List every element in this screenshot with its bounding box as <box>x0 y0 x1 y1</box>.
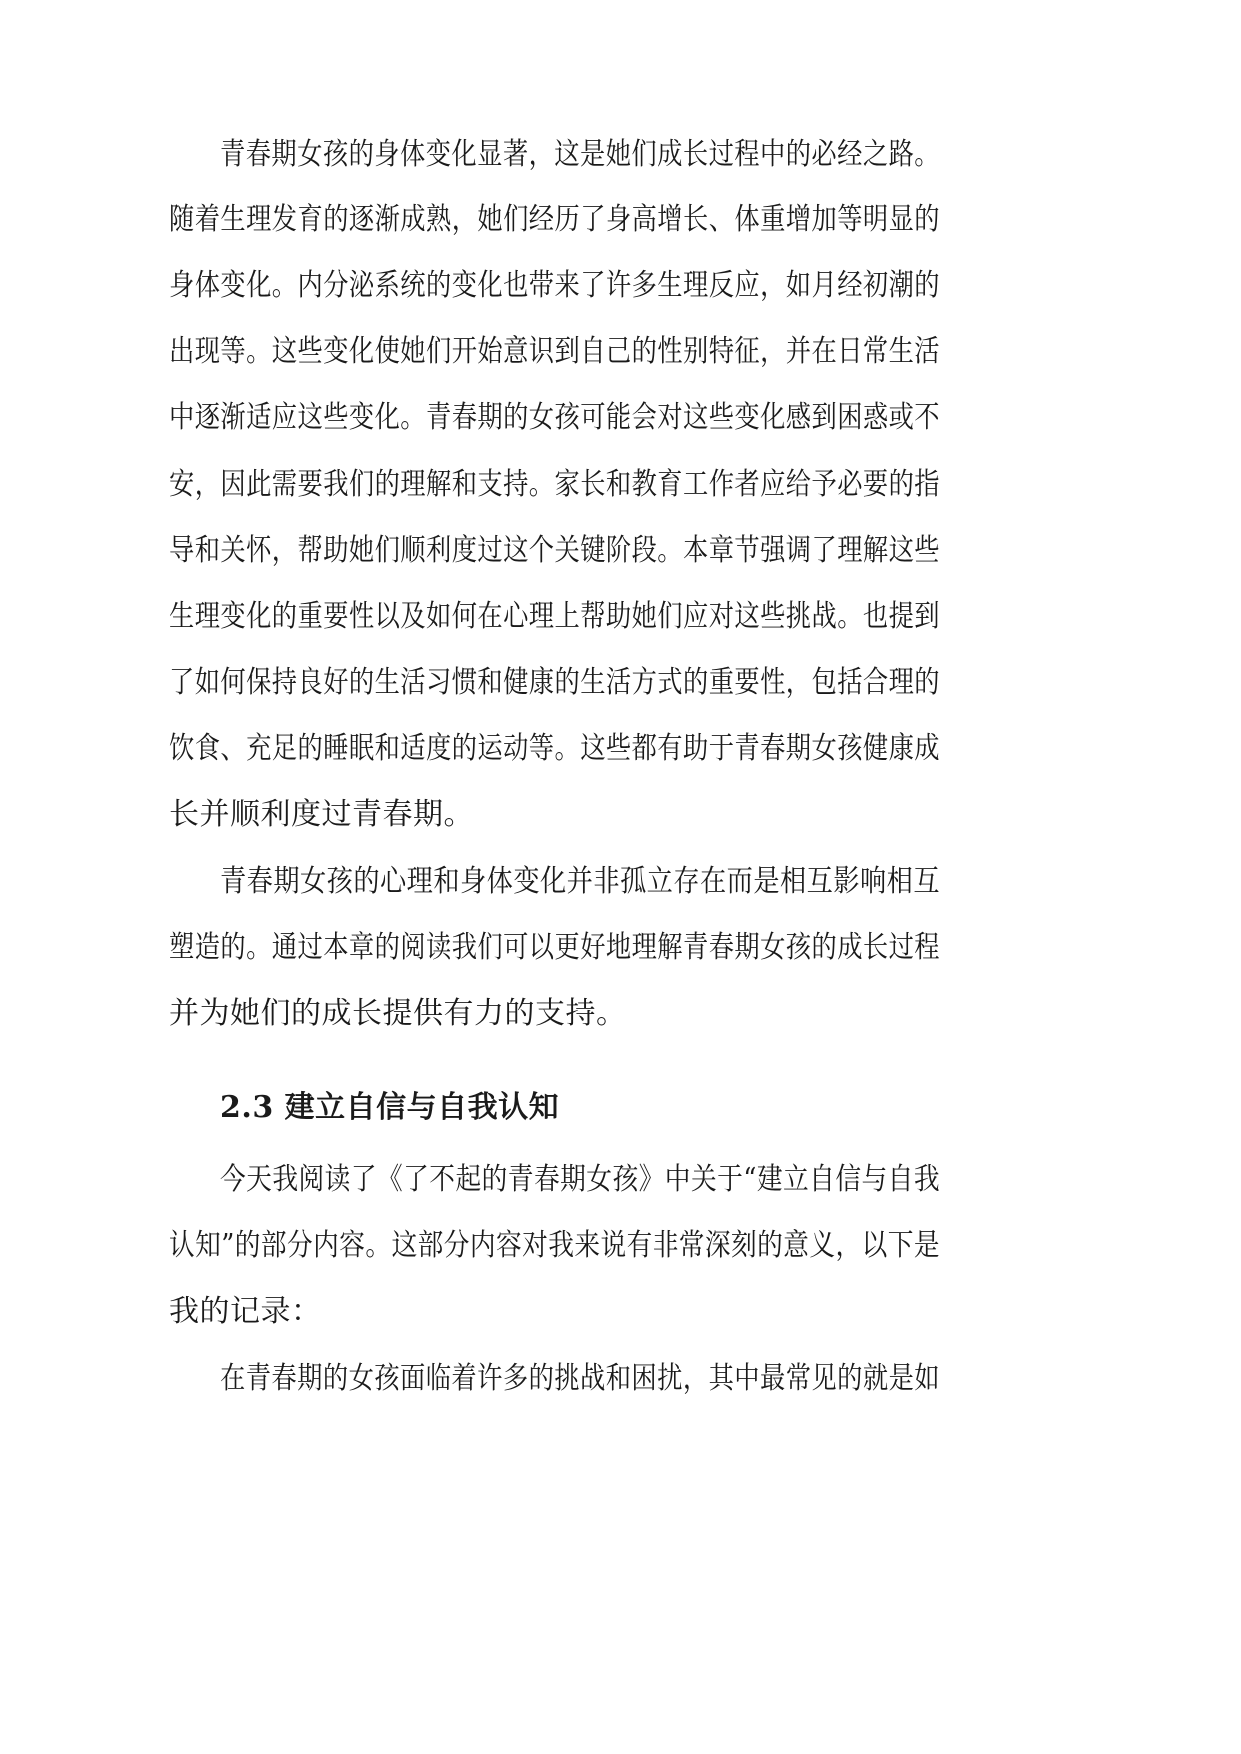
document-page: 青春期女孩的身体变化显著，这是她们成长过程中的必经之路。 随着生理发育的逐渐成熟，她们经历了身高增长、体重增加等明显的 身体变化。内分泌系统的变化也带来了许多生理反应，如月经初潮的 出现等。这些变化使她们开始意识到自己的性别特征，并在日常生活 中逐渐适应这些变化。青春期的女孩可能会对这些变化感到困惑或不 安，因此需要我们的理解和支持。家长和教育工作者应给予必要的指 导和关怀，帮助她们顺利度过这个关键阶段。本章节强调了理解这些 生理变化的重要性以及如何在心理上帮助她们应对这些挑战。也提到 了如何保持良好的生活习惯和健康的生活方式的重要性，包括合理的 饮食、充足的睡眠和适度的运动等。这些都有助于青春期女孩健康成 长并顺利度过青春期。 青春期女孩的心理和身体变化并非孤立存在而是相互影响相互 塑造的。通过本章的阅读我们可以更好地理解青春期女孩的成长过程 并为她们的成长提供有力的支持。 2.3 建立自信与自我认知 今天我阅读了《了不起的青春期女孩》中关于“建立自信与自我 认知”的部分内容。这部分内容对我来说有非常深刻的意义，以下是 我的记录： 在青春期的女孩面临着许多的挑战和困扰，其中最常见的就是如 <box>169 137 940 1396</box>
